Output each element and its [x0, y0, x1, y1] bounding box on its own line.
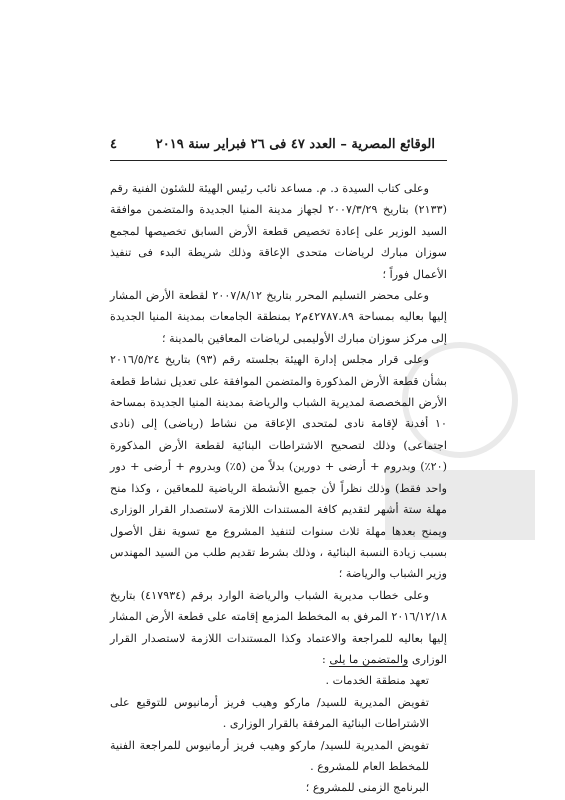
running-title: الوقائع المصرية – العدد ٤٧ فى ٢٦ فبراير سنة ٢٠١٩ [155, 136, 435, 152]
paragraph-4-end: : [322, 652, 330, 666]
list-item: تفويض المديرية للسيد/ ماركو وهيب فريز أرمانيوس للتوقيع على الاشتراطات البنائية المرفقة بالقرار الوزارى . [110, 695, 429, 731]
paragraph-4 [110, 585, 447, 671]
list-item: تعهد منطقة الخدمات . [325, 674, 429, 688]
list-item: البرنامج الزمنى للمشروع ؛ [305, 781, 429, 795]
paragraph-1: وعلى كتاب السيدة د. م. مساعد نائب رئيس الهيئة للشئون الفنية رقم (٢١٣٣) بتاريخ ٢٠٠٧/٣/٢٩ لجهاز مدينة المنيا الجديدة والمتضمن موافقة السيد الوزير على إعادة تخصيص قطعة الأرض السابق تخصيصها لمجمع سوزان مبارك لرياضات متحدى الإعاقة وذلك شريطة البدء فى تنفيذ الأعمال فوراً ؛ [110, 182, 447, 281]
page-number: ٤ [110, 136, 117, 152]
paragraph-2: وعلى محضر التسليم المحرر بتاريخ ٢٠٠٧/٨/١٢ لقطعة الأرض المشار إليها بعاليه بمساحة ٤٢٧٨٧.٨٩م٢ بمنطقة الجامعات بمدينة المنيا الجديدة إلى مركز سوزان مبارك الأوليمبى لرياضات المعاقين بالمدينة ؛ [110, 289, 447, 345]
header-divider [110, 160, 447, 161]
page-header [110, 133, 435, 155]
underlined-phrase: والمتضمن ما يلى [329, 652, 409, 666]
list-item: تفويض المديرية للسيد/ ماركو وهيب فريز أرمانيوس للمراجعة الفنية للمخطط العام للمشروع . [110, 738, 429, 773]
paragraph-3: وعلى قرار مجلس إدارة الهيئة بجلسته رقم (٩٣) بتاريخ ٢٠١٦/٥/٢٤ بشأن قطعة الأرض المذكورة والمتضمن الموافقة على تعديل نشاط قطعة الأرض المخصصة لمديرية الشباب والرياضة بمدينة المنيا الجديدة بمساحة ١٠ أفدنة لإقامة نادى لمتحدى الإعاقة من نشاط (رياضى) إلى (نادى اجتماعى) وذلك لتصحيح الاشتراطات البنائية لقطعة الأرض المذكورة (٢٠٪) وبدروم + أرضى + دورين) بدلاً من (٥٪) وبدروم + أرضى + دور واحد فقط) وذلك نظراً لأن جميع الأنشطة الرياضية للمعاقين ، وكذا منح مهلة ستة أشهر لتقديم كافة المستندات اللازمة لاستصدار القرار الوزارى ويمنح بعدها مهلة ثلاث سنوات لتنفيذ المشروع مع تسوية نقل الأصول بسبب زيادة النسبة البنائية ، وذلك بشرط تقديم طلب من السيد المهندس وزير الشباب والرياضة ؛ [110, 353, 447, 581]
document-body [110, 178, 447, 799]
paragraph-4-text: وعلى خطاب مديرية الشباب والرياضة الوارد برقم (٤١٧٩٣٤) بتاريخ ٢٠١٦/١٢/١٨ المرفق به المخطط المزمع إقامته على قطعة الأرض المشار إليها بعاليه للمراجعة والاعتماد وكذا المستندات اللازمة لاستصدار القرار الوزارى [110, 588, 447, 666]
